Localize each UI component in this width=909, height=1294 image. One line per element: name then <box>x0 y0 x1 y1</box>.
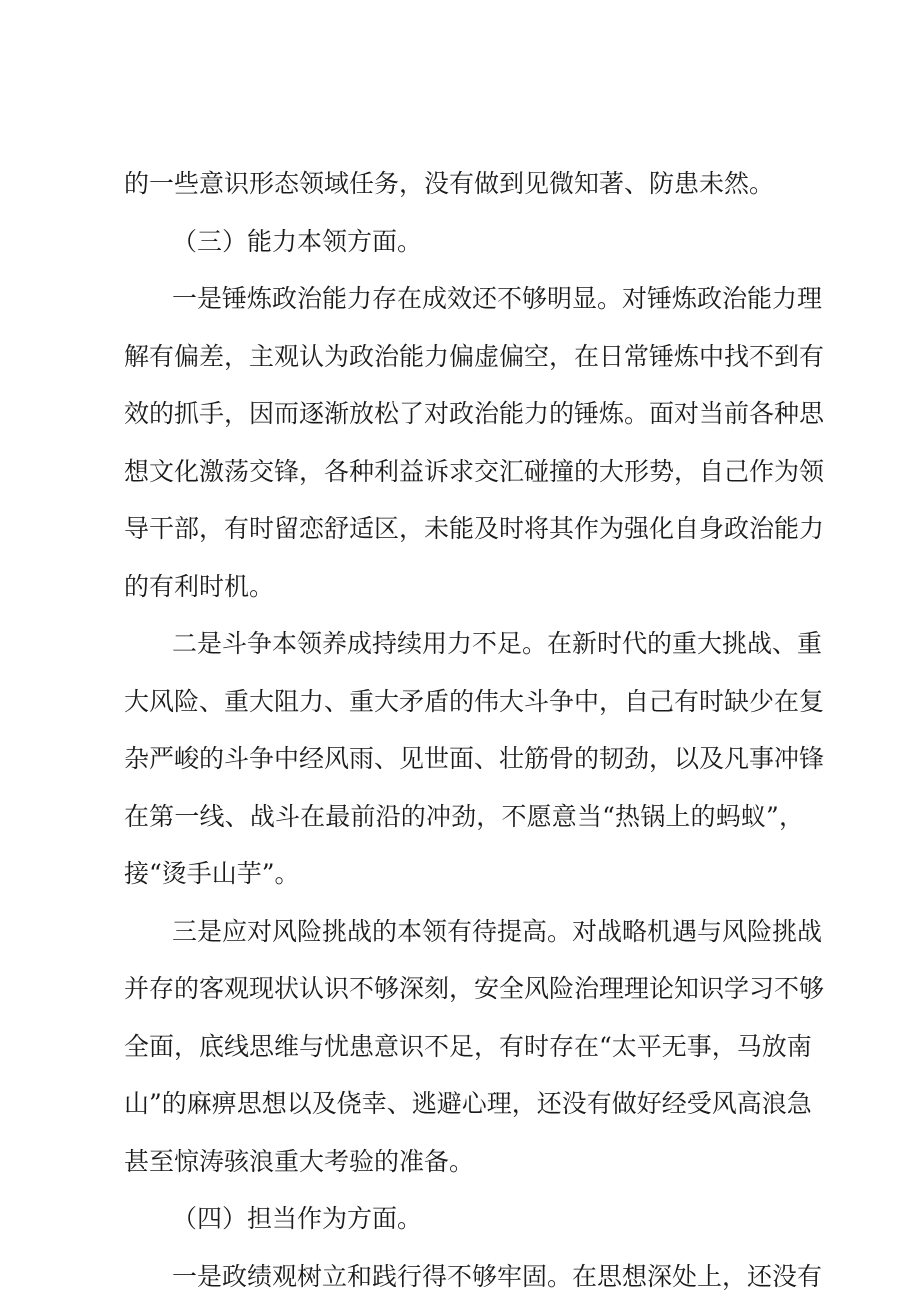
paragraph-line: 山”的麻痹思想以及侥幸、逃避心理，还没有做好经受风高浪急 <box>124 1089 812 1118</box>
paragraph-line: 想文化激荡交锋，各种利益诉求交汇碰撞的大形势，自己作为领 <box>124 456 825 486</box>
paragraph-line: 在第一线、战斗在最前沿的冲劲，不愿意当“热锅上的蚂蚁”， <box>124 801 804 831</box>
paragraph-line: 导干部，有时留恋舒适区，未能及时将其作为强化自身政治能力 <box>124 514 825 543</box>
paragraph-line: 并存的客观现状认识不够深刻，安全风险治理理论知识学习不够 <box>124 974 825 1003</box>
paragraph-line: 解有偏差，主观认为政治能力偏虚偏空，在日常锤炼中找不到有 <box>124 341 825 371</box>
paragraph-line: 杂严峻的斗争中经风雨、见世面、壮筋骨的韧劲，以及凡事冲锋 <box>124 744 825 773</box>
paragraph-line: 甚至惊涛骇浪重大考验的准备。 <box>124 1146 475 1176</box>
paragraph-line: 一是锤炼政治能力存在成效还不够明显。对锤炼政治能力理 <box>172 284 823 313</box>
paragraph-line: 接“烫手山芋”。 <box>124 859 300 888</box>
paragraph-line: 二是斗争本领养成持续用力不足。在新时代的重大挑战、重 <box>172 629 823 658</box>
section-heading: （四）担当作为方面。 <box>172 1204 423 1233</box>
paragraph-line: 的有利时机。 <box>124 571 275 601</box>
paragraph-line: 大风险、重大阻力、重大矛盾的伟大斗争中，自己有时缺少在复 <box>124 686 825 716</box>
paragraph-line: 一是政绩观树立和践行得不够牢固。在思想深处上，还没有 <box>172 1261 823 1291</box>
section-heading: （三）能力本领方面。 <box>172 226 423 256</box>
paragraph-line: 全面，底线思维与忧患意识不足，有时存在“太平无事，马放南 <box>124 1031 812 1061</box>
paragraph-line: 的一些意识形态领域任务，没有做到见微知著、防患未然。 <box>124 169 775 198</box>
paragraph-line: 三是应对风险挑战的本领有待提高。对战略机遇与风险挑战 <box>172 916 823 946</box>
paragraph-line: 效的抓手，因而逐渐放松了对政治能力的锤炼。面对当前各种思 <box>124 399 825 428</box>
